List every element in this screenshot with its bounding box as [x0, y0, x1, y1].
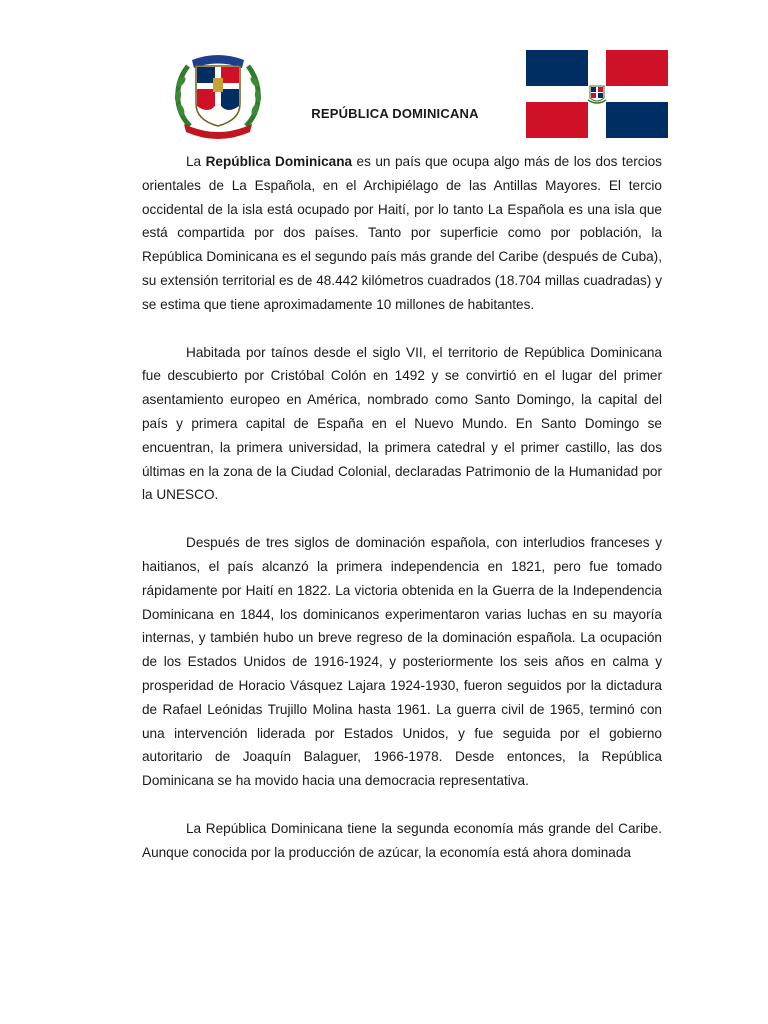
paragraph-1-bold: República Dominicana [205, 154, 353, 169]
document-body [142, 150, 662, 889]
paragraph-2: Habitada por taínos desde el siglo VII, el territorio de República Dominicana fue descubierto por Cristóbal Colón en 1492 y se convirtió en el lugar del primer asentamiento europeo en América, nombrado como Santo Domingo, la capital del país y primera capital de España en el Nuevo Mundo. En Santo Domingo se encuentran, la primera universidad, la primera catedral y el primer castillo, las dos últimas en la zona de la Ciudad Colonial, declaradas Patrimonio de la Humanidad por la UNESCO. [142, 344, 662, 503]
paragraph-1-lead: La [186, 154, 206, 169]
paragraph-1 [142, 150, 662, 317]
paragraph-1-rest: es un país que ocupa algo más de los dos tercios orientales de La Española, en el Archipiélago de las Antillas Mayores. El tercio occidental de la isla está ocupado por Haití, por lo tanto La Española es una isla que está compartida por dos países. Tanto por superficie como por población, la República Dominicana es el segundo país más grande del Caribe (después de Cuba), su extensión territorial es de 48.442 kilómetros cuadrados (18.704 millas cuadradas) y se estima que tiene aproximadamente 10 millones de habitantes. [142, 154, 662, 312]
coat-of-arms-icon [170, 48, 266, 140]
paragraph-4: La República Dominicana tiene la segunda economía más grande del Caribe. Aunque conocida por la producción de azúcar, la economía está ahora dominada [142, 820, 662, 860]
document-title: REPÚBLICA DOMINICANA [311, 106, 479, 121]
dominican-flag-icon [526, 50, 668, 138]
paragraph-3: Después de tres siglos de dominación española, con interludios franceses y haitianos, el país alcanzó la primera independencia en 1821, pero fue tomado rápidamente por Haití en 1822. La victoria obtenida en la Guerra de la Independencia Dominicana en 1844, los dominicanos experimentaron varias luchas en su mayoría internas, y también hubo un breve regreso de la dominación española. La ocupación de los Estados Unidos de 1916-1924, y posteriormente los seis años en calma y prosperidad de Horacio Vásquez Lajara 1924-1930, fueron seguidos por la dictadura de Rafael Leónidas Trujillo Molina hasta 1961. La guerra civil de 1965, terminó con una intervención liderada por Estados Unidos, y fue seguida por el gobierno autoritario de Joaquín Balaguer, 1966-1978. Desde entonces, la República Dominicana se ha movido hacia una democracia representativa. [142, 535, 662, 789]
